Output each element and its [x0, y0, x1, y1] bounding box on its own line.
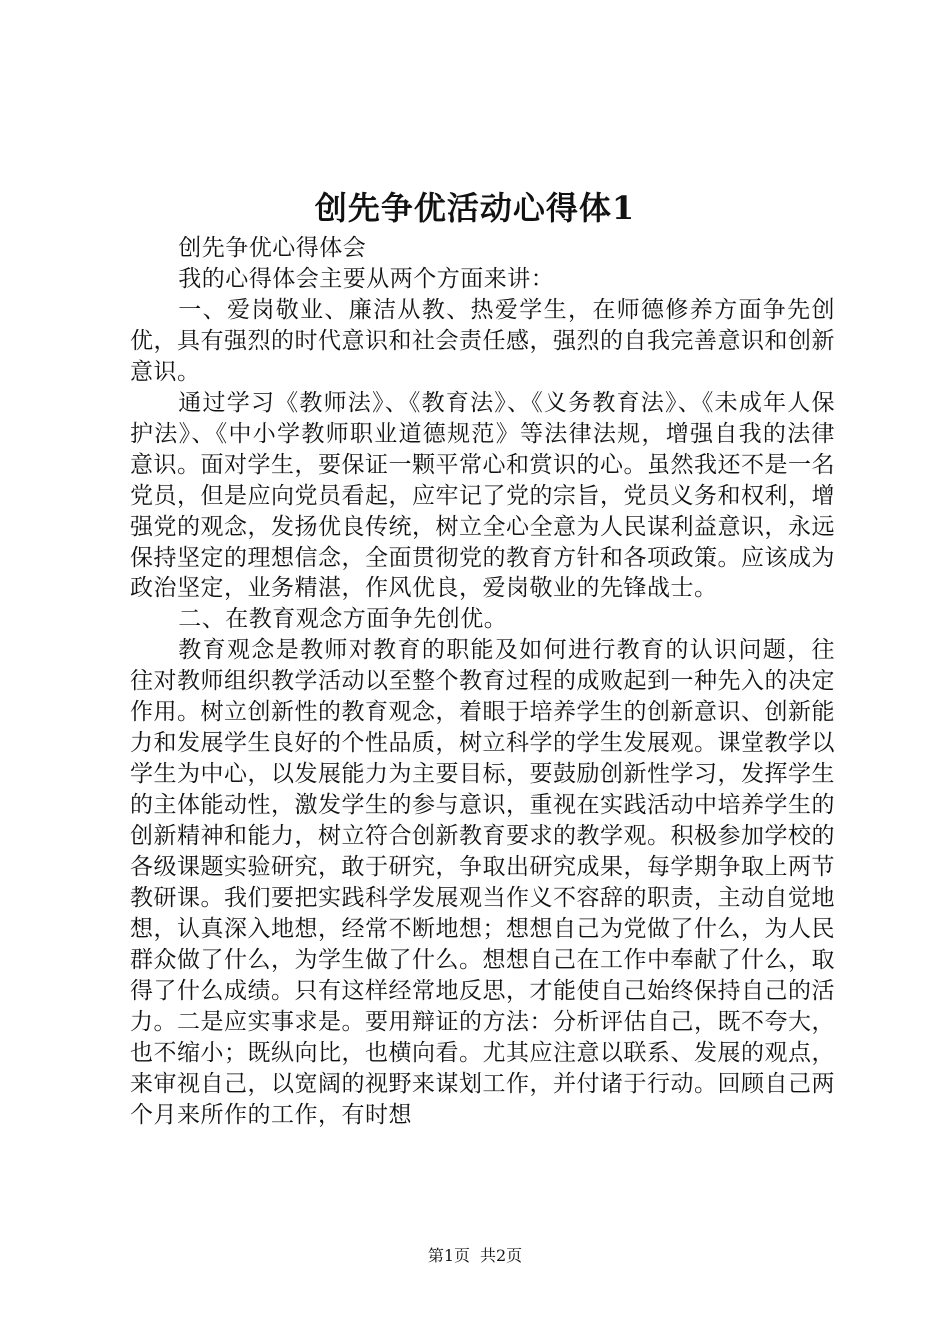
document-body	[130, 233, 835, 1131]
paragraph-section-two: 二、在教育观念方面争先创优。	[178, 606, 508, 633]
paragraph-heading: 创先争优心得体会	[178, 235, 367, 261]
paragraph-law-study: 通过学习《教师法》、《教育法》、《义务教育法》、《未成年人保护法》、《中小学教师职业道德规范》等法律法规，增强自我的法律意识。面对学生，要保证一颗平常心和赏识的心。虽然我还不是一名党员，但是应向党员看起，应牢记了党的宗旨，党员义务和权利，增强党的观念，发扬优良传统，树立全心全意为人民谋利益意识，永远保持坚定的理想信念，全面贯彻党的教育方针和各项政策。应该成为政治坚定，业务精湛，作风优良，爱岗敬业的先锋战士。	[130, 389, 835, 602]
paragraph-section-one: 一、爱岗敬业、廉洁从教、热爱学生，在师德修养方面争先创优，具有强烈的时代意识和社会责任感，强烈的自我完善意识和创新意识。	[130, 296, 835, 385]
paragraph-education-concept: 教育观念是教师对教育的职能及如何进行教育的认识问题，往往对教师组织教学活动以至整个教育过程的成败起到一种先入的决定作用。树立创新性的教育观念，着眼于培养学生的创新意识、创新能力和发展学生良好的个性品质，树立科学的学生发展观。课堂教学以学生为中心，以发展能力为主要目标，要鼓励创新性学习，发挥学生的主体能动性，激发学生的参与意识，重视在实践活动中培养学生的创新精神和能力，树立符合创新教育要求的教学观。积极参加学校的各级课题实验研究，敢于研究，争取出研究成果，每学期争取上两节教研课。我们要把实践科学发展观当作义不容辞的职责，主动自觉地想，认真深入地想，经常不断地想；想想自己为党做了什么，为人民群众做了什么，为学生做了什么。想想自己在工作中奉献了什么，取得了什么成绩。只有这样经常地反思，才能使自己始终保持自己的活力。二是应实事求是。要用辩证的方法：分析评估自己，既不夸大，也不缩小；既纵向比，也横向看。尤其应注意以联系、发展的观点，来审视自己，以宽阔的视野来谋划工作，并付诸于行动。回顾自己两个月来所作的工作，有时想	[130, 637, 835, 1128]
page-number-current: 第1页	[427, 1246, 470, 1265]
paragraph-intro: 我的心得体会主要从两个方面来讲：	[178, 265, 555, 292]
page-footer	[0, 1245, 950, 1267]
page-number-total: 共2页	[480, 1246, 523, 1265]
document-title: 创先争优活动心得体1	[314, 189, 636, 227]
